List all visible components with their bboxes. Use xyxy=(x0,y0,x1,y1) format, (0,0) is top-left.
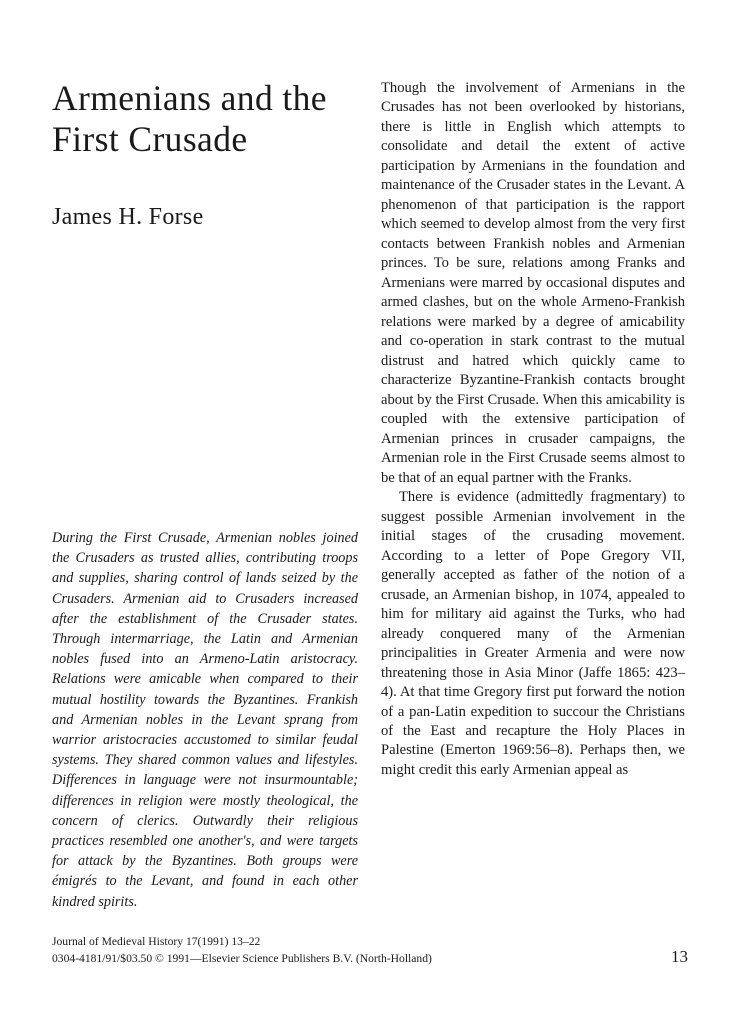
journal-citation: Journal of Medieval History 17(1991) 13–22 xyxy=(52,935,261,948)
page-footer xyxy=(52,934,688,966)
body-paragraph: Though the involvement of Armenians in the Crusades has not been overlooked by historians, there is little in English which attempts to consolidate and detail the extent of active participation by Armenians in the foundation and maintenance of the Crusader states in the Levant. A phenomenon of that participation is the rapport which seemed to develop almost from the very first contacts between Frankish nobles and Armenian princes. To be sure, relations among Franks and Armenians were marred by occasional disputes and armed clashes, but on the whole Armeno-Frankish relations were marked by a degree of amicability and co-operation in stark contrast to the mutual distrust and hatred which quickly came to characterize Byzantine-Frankish contacts brought about by the First Crusade. When this amicability is coupled with the extensive participation of Armenian princes in crusader campaigns, the Armenian role in the First Crusade seems almost to be that of an equal partner with the Franks. xyxy=(381,80,685,486)
body-paragraph: There is evidence (admittedly fragmentary) to suggest possible Armenian involvement in the initial stages of the crusading movement. According to a letter of Pope Gregory VII, generally accepted as father of the notion of a crusade, an Armenian bishop, in 1074, appealed to him for military aid against the Turks, who had already conquered many of the Armenian principalities in Greater Armenia and were now threatening those in Asia Minor (Jaffe 1865: 423–4). At that time Gregory first put forward the notion of a pan-Latin expedition to succour the Christians of the East and recapture the Holy Places in Palestine (Emerton 1969:56–8). Perhaps then, we might credit this early Armenian appeal as xyxy=(381,489,685,778)
author-name: James H. Forse xyxy=(52,204,204,230)
body-text-column xyxy=(381,79,685,780)
page-number: 13 xyxy=(671,947,688,966)
abstract: During the First Crusade, Armenian nobles joined the Crusaders as trusted allies, contributing troops and supplies, sharing control of lands seized by the Crusaders. Armenian aid to Crusaders increased after the establishment of the Crusader states. Through intermarriage, the Latin and Armenian nobles fused into an Armeno-Latin aristocracy. Relations were amicable when compared to their mutual hostility towards the Byzantines. Frankish and Armenian nobles in the Levant sprang from warrior aristocracies accustomed to similar feudal systems. They shared common values and lifestyles. Differences in language were not insurmountable; differences in religion were mostly theological, the concern of clerics. Outwardly their religious practices resembled one another's, and were targets for attack by the Byzantines. Both groups were émigrés to the Levant, and found in each other kindred spirits. xyxy=(52,530,358,910)
publisher-line: 0304-4181/91/$03.50 © 1991—Elsevier Science Publishers B.V. (North-Holland) xyxy=(52,952,432,965)
article-title: Armenians and the First Crusade xyxy=(52,78,327,159)
